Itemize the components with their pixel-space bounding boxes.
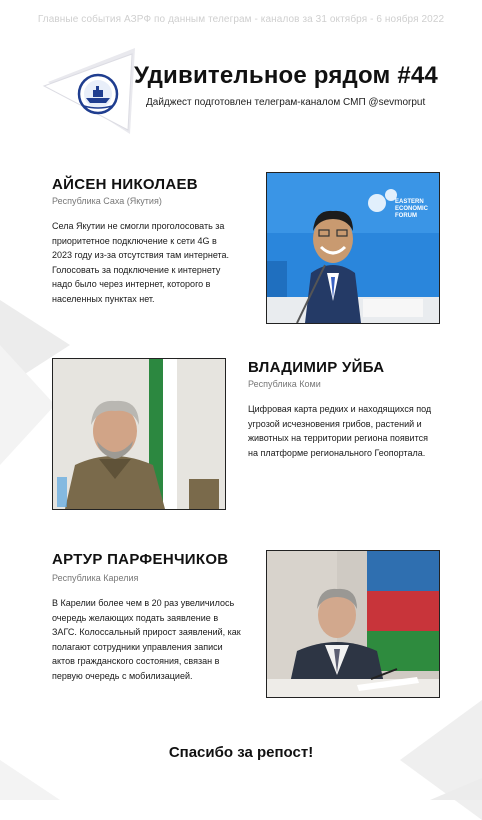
person-2-text — [248, 402, 462, 460]
smp-logo — [40, 44, 140, 136]
text-line: населенных пунктах нет. — [52, 293, 155, 304]
text-line: актов гражданского состояния, связан в — [52, 656, 220, 666]
decorative-triangle-bottom-right — [430, 778, 482, 800]
forum-caption: EASTERN ECONOMIC FORUM — [395, 199, 428, 219]
digest-caption: Главные события АЗРФ по данным телеграм - каналов за 31 октября - 6 ноября 2022 — [37, 14, 445, 25]
page-subtitle: Дайджест подготовлен телеграм-каналом СМП @sevmorput — [146, 97, 426, 108]
person-1-photo — [266, 172, 440, 324]
text-line: Голосовать за подключение к интернету — [52, 264, 221, 275]
person-1-text — [52, 219, 262, 306]
text-line: угрозой исчезновения грибов, растений и — [248, 418, 422, 429]
text-line: полагают сотрудники управления записи — [52, 641, 223, 652]
person-1-region: Республика Саха (Якутия) — [52, 196, 162, 206]
text-line: надо было через интернет, которого в — [52, 279, 211, 289]
text-line: Села Якутии не смогли проголосовать за — [52, 221, 225, 231]
text-line: на платформе регионального Геопортала. — [248, 447, 426, 458]
text-line: животных на территории региона появится — [248, 433, 428, 443]
person-3-photo — [266, 550, 440, 698]
text-line: В Карелии более чем в 20 раз увеличилось — [52, 598, 235, 608]
person-3-text — [52, 596, 262, 683]
text-line: Цифровая карта редких и находящихся под — [248, 404, 432, 414]
text-line: 2023 году из-за отсутствия там интернета. — [52, 250, 230, 260]
text-line: первую очередь с мобилизацией. — [52, 670, 193, 681]
text-line: приоритетное подключение к сети 4G в — [52, 235, 217, 246]
page-title: Удивительное рядом #44 — [134, 62, 438, 89]
person-2-region: Республика Коми — [248, 379, 321, 389]
person-2-photo — [52, 358, 226, 510]
text-line: ЗАГС. Колоссальный прирост заявлений, как — [52, 627, 241, 637]
person-3-region: Республика Карелия — [52, 573, 139, 583]
person-3-name: АРТУР ПАРФЕНЧИКОВ — [52, 551, 229, 568]
person-2-name: ВЛАДИМИР УЙБА — [248, 359, 385, 376]
person-1-name: АЙСЕН НИКОЛАЕВ — [52, 176, 198, 193]
decorative-triangle-bottom-left — [0, 760, 60, 800]
decorative-triangle-left-bottom — [0, 345, 55, 465]
text-line: очередь желающих подать заявление в — [52, 612, 219, 623]
thanks-for-repost: Спасибо за репост! — [168, 744, 314, 761]
